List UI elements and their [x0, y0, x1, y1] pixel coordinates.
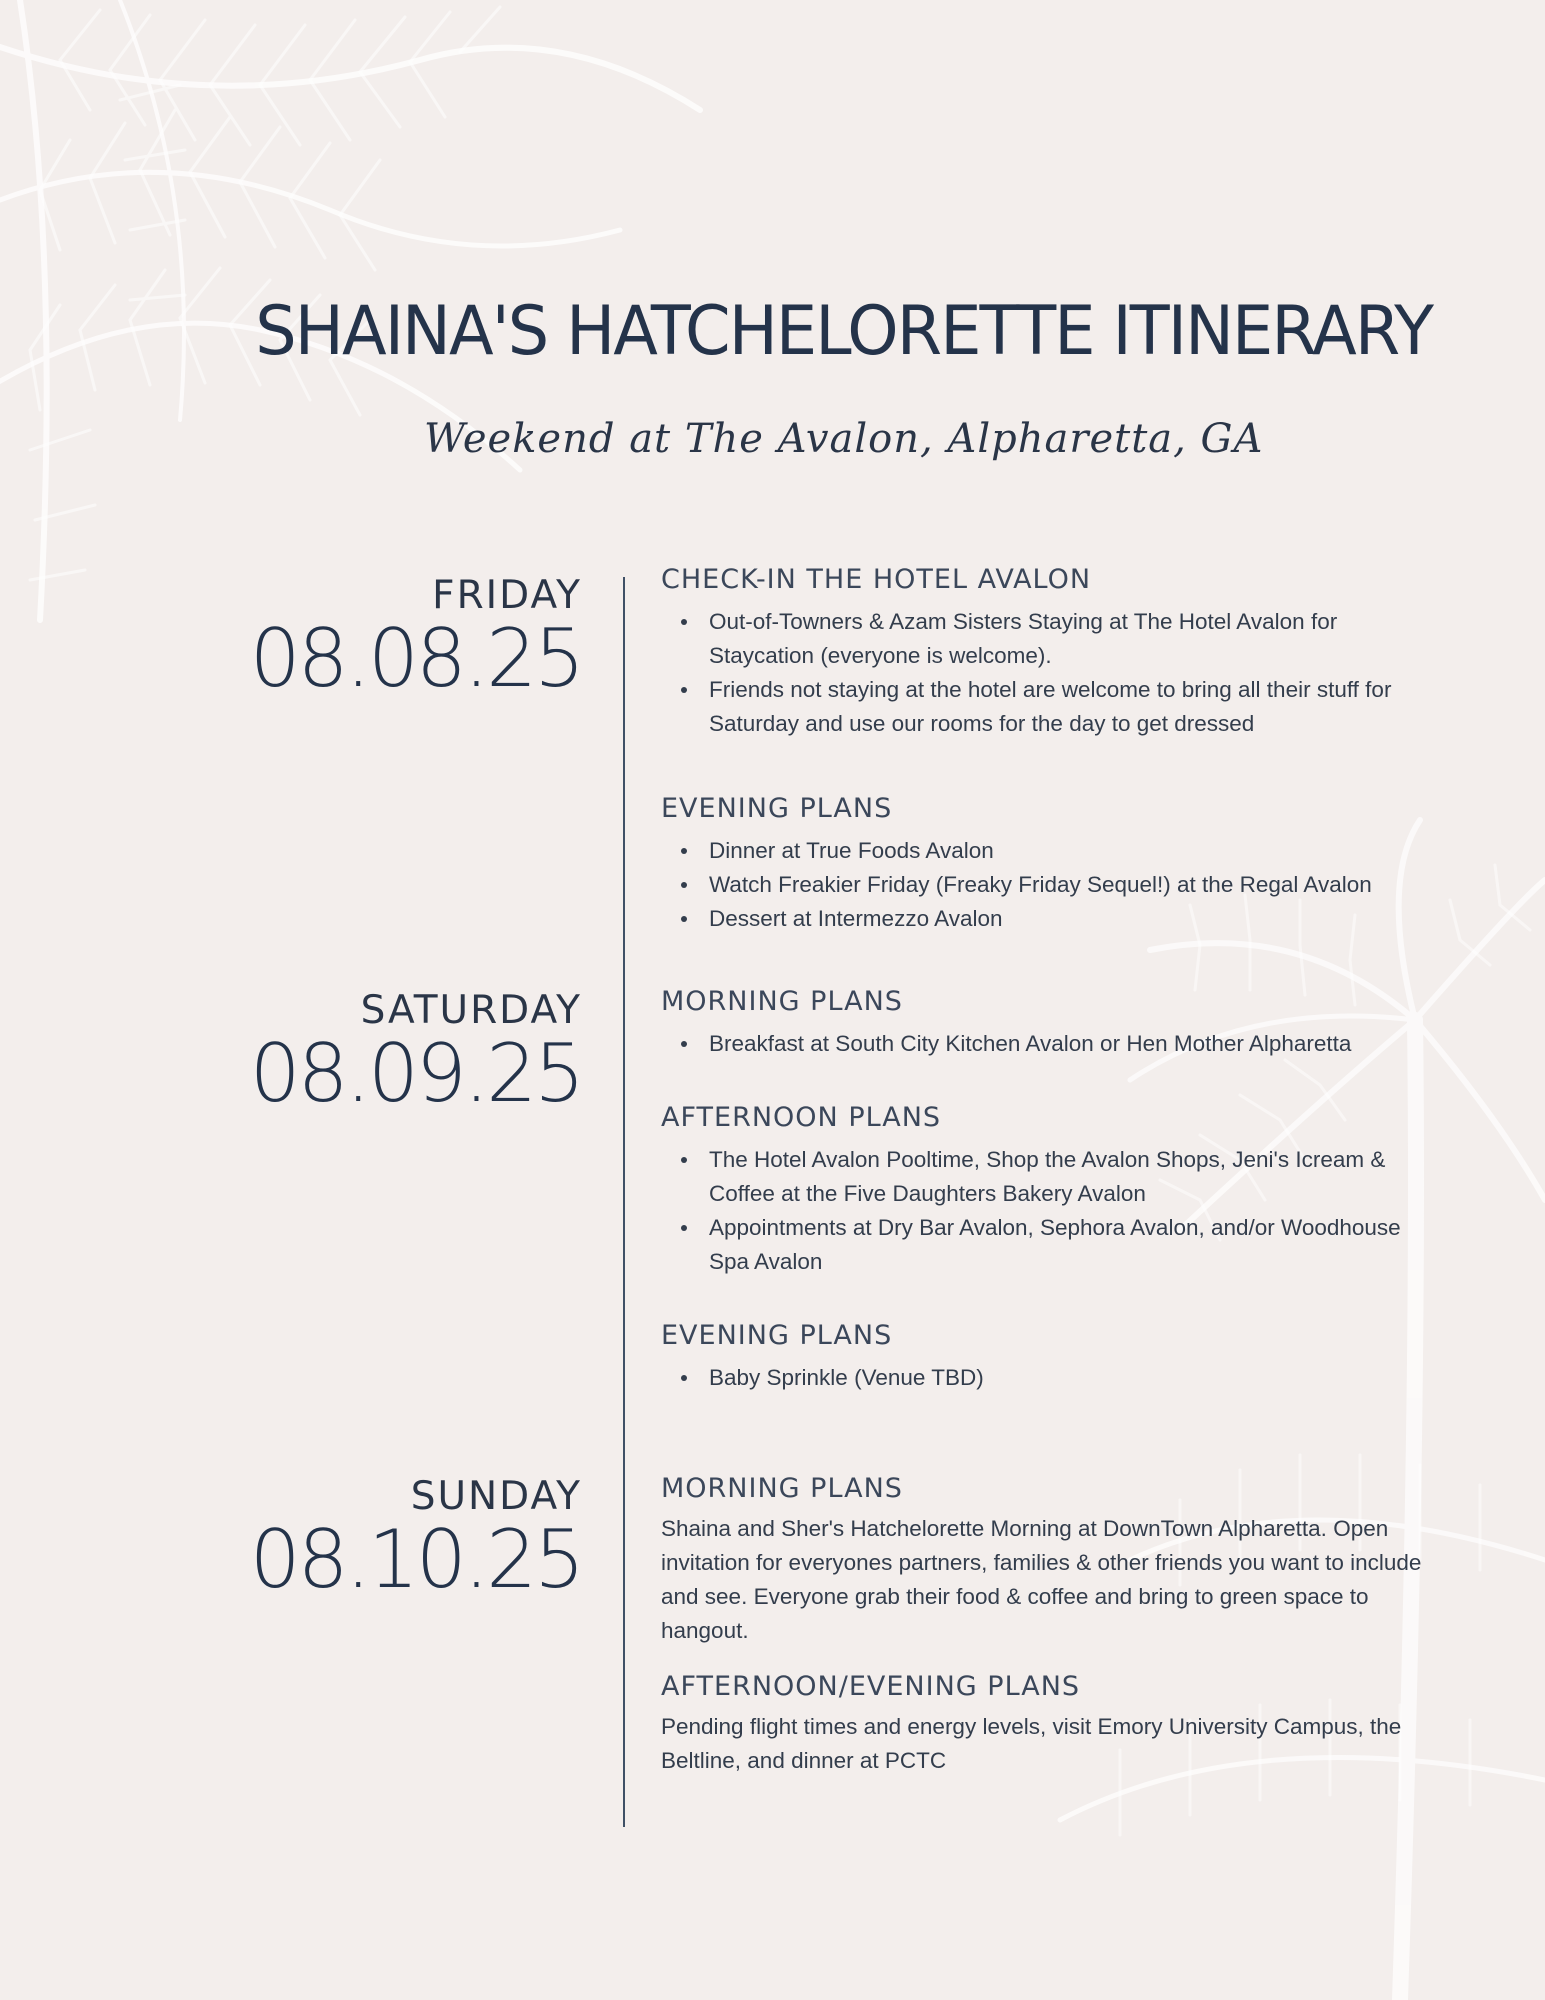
day-date: 08.08.25	[249, 612, 582, 705]
section-saturday-afternoon	[661, 1103, 1441, 1279]
activity-list	[661, 1027, 1441, 1061]
day-date: 08.09.25	[249, 1027, 582, 1120]
section-heading: AFTERNOON PLANS	[661, 1102, 942, 1133]
section-friday-evening	[661, 794, 1441, 936]
day-sunday	[249, 1474, 582, 1606]
section-sunday-afternoon-evening	[661, 1672, 1441, 1778]
timeline-divider	[623, 577, 625, 1827]
list-item: Friends not staying at the hotel are welcome to bring all their stuff for Saturday and use our rooms for the day to get dressed	[661, 673, 1441, 741]
section-heading: MORNING PLANS	[661, 986, 903, 1017]
page-title: SHAINA'S HATCHELORETTE ITINERARY	[255, 292, 1433, 371]
activity-list	[661, 1361, 1441, 1395]
section-heading: MORNING PLANS	[661, 1473, 903, 1504]
day-name: SATURDAY	[360, 988, 582, 1033]
activity-list	[661, 1143, 1441, 1279]
activity-list	[661, 834, 1441, 936]
list-item: Watch Freakier Friday (Freaky Friday Sequel!) at the Regal Avalon	[661, 868, 1441, 902]
section-text: Pending flight times and energy levels, visit Emory University Campus, the Beltline, and dinner at PCTC	[661, 1713, 1402, 1773]
list-item: The Hotel Avalon Pooltime, Shop the Avalon Shops, Jeni's Icream & Coffee at the Five Daughters Bakery Avalon	[661, 1143, 1441, 1211]
section-heading: CHECK-IN THE HOTEL AVALON	[661, 564, 1092, 595]
list-item: Dinner at True Foods Avalon	[661, 834, 1441, 868]
day-name: SUNDAY	[410, 1474, 582, 1519]
section-saturday-evening	[661, 1321, 1441, 1395]
day-name: FRIDAY	[432, 573, 582, 618]
section-heading: EVENING PLANS	[661, 793, 893, 824]
section-saturday-morning	[661, 987, 1441, 1061]
day-saturday	[249, 988, 582, 1120]
section-heading: EVENING PLANS	[661, 1320, 893, 1351]
section-friday-checkin	[661, 565, 1441, 741]
list-item: Dessert at Intermezzo Avalon	[661, 902, 1441, 936]
page-subtitle: Weekend at The Avalon, Alpharetta, GA	[424, 416, 1264, 462]
section-sunday-morning	[661, 1474, 1441, 1648]
list-item: Appointments at Dry Bar Avalon, Sephora Avalon, and/or Woodhouse Spa Avalon	[661, 1211, 1441, 1279]
list-item: Baby Sprinkle (Venue TBD)	[661, 1361, 1441, 1395]
list-item: Breakfast at South City Kitchen Avalon or Hen Mother Alpharetta	[661, 1027, 1441, 1061]
activity-list	[661, 605, 1441, 741]
section-text: Shaina and Sher's Hatchelorette Morning at DownTown Alpharetta. Open invitation for everyones partners, families & other friends you want to include and see. Everyone grab their food & coffee and bring to green space to hangout.	[661, 1515, 1422, 1643]
list-item: Out-of-Towners & Azam Sisters Staying at The Hotel Avalon for Staycation (everyone is welcome).	[661, 605, 1441, 673]
section-heading: AFTERNOON/EVENING PLANS	[661, 1671, 1081, 1702]
day-friday	[249, 573, 582, 705]
day-date: 08.10.25	[249, 1513, 582, 1606]
